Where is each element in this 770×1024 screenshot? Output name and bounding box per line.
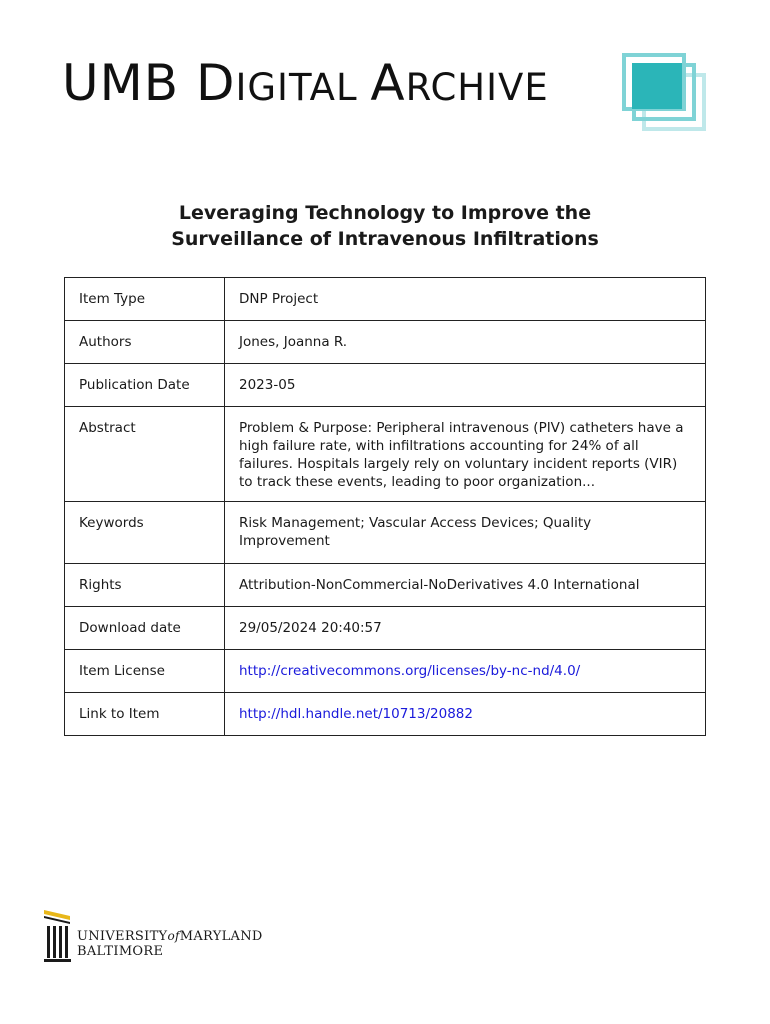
document-title: [60, 200, 710, 252]
table-row: [65, 407, 706, 502]
row-label-download-date: Download date: [65, 607, 225, 650]
table-row: [65, 278, 706, 321]
item-license-link[interactable]: http://creativecommons.org/licenses/by-nc-nd/4.0/: [239, 663, 581, 679]
row-value-link-to-item: [225, 693, 706, 736]
table-row: [65, 364, 706, 407]
row-value-item-license: [225, 650, 706, 693]
row-value-keywords: Risk Management; Vascular Access Devices; Quality Improvement: [225, 502, 706, 564]
archive-title-igital: IGITAL: [235, 66, 371, 109]
table-row: [65, 650, 706, 693]
archive-title-a: A: [370, 54, 406, 112]
stacked-squares-icon: [622, 53, 708, 133]
archive-title: [62, 54, 549, 112]
table-row: [65, 693, 706, 736]
row-label-item-type: Item Type: [65, 278, 225, 321]
row-value-download-date: 29/05/2024 20:40:57: [225, 607, 706, 650]
table-row: [65, 607, 706, 650]
table-row: [65, 564, 706, 607]
archive-title-d: D: [195, 54, 236, 112]
university-wordmark-line1: [77, 929, 263, 944]
row-value-authors: Jones, Joanna R.: [225, 321, 706, 364]
row-value-abstract: Problem & Purpose: Peripheral intravenous (PIV) catheters have a high failure rate, with infiltrations accounting for 24% of all failures. Hospitals largely rely on voluntary incident reports (VIR) to track these events, leading to poor organization...: [225, 407, 706, 502]
wordmark-maryland: MARYLAND: [179, 929, 263, 944]
item-handle-link[interactable]: http://hdl.handle.net/10713/20882: [239, 706, 473, 722]
row-label-rights: Rights: [65, 564, 225, 607]
row-label-link-to-item: Link to Item: [65, 693, 225, 736]
wordmark-baltimore: BALTIMORE: [77, 944, 164, 959]
archive-title-umb: UMB: [62, 54, 196, 112]
wordmark-university: UNIVERSITY: [77, 929, 168, 944]
document-title-line2: Surveillance of Intravenous Infiltrations: [171, 228, 599, 250]
archive-title-rchive: RCHIVE: [405, 66, 549, 109]
row-value-publication-date: 2023-05: [225, 364, 706, 407]
row-value-rights: Attribution-NonCommercial-NoDerivatives 4.0 International: [225, 564, 706, 607]
row-label-item-license: Item License: [65, 650, 225, 693]
row-label-authors: Authors: [65, 321, 225, 364]
document-title-line1: Leveraging Technology to Improve the: [178, 202, 592, 224]
table-row: [65, 321, 706, 364]
university-wordmark: [77, 929, 263, 959]
row-label-publication-date: Publication Date: [65, 364, 225, 407]
wordmark-of: of: [167, 929, 180, 943]
metadata-table: [64, 277, 706, 736]
table-row: [65, 502, 706, 564]
row-label-keywords: Keywords: [65, 502, 225, 564]
archive-header: [0, 0, 770, 140]
row-label-abstract: Abstract: [65, 407, 225, 502]
row-value-item-type: DNP Project: [225, 278, 706, 321]
